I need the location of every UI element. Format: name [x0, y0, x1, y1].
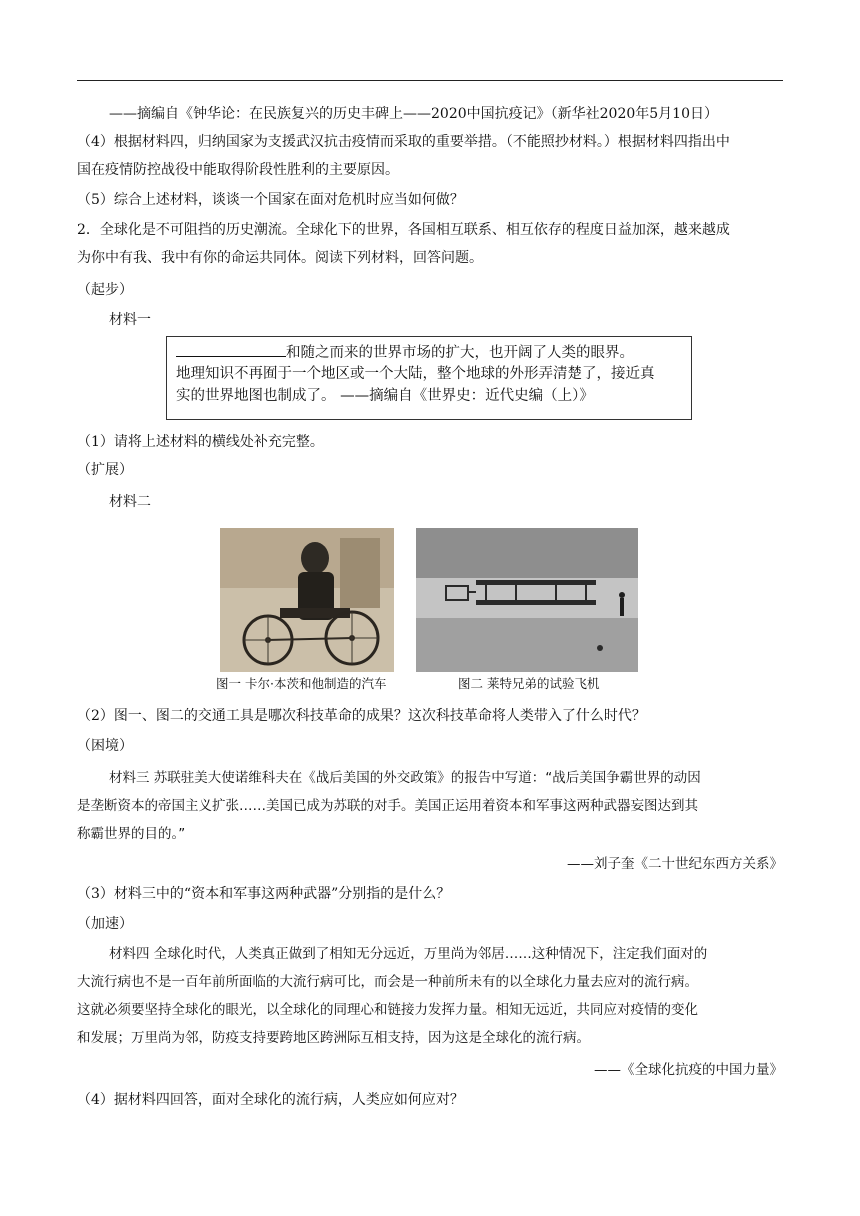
question-2-intro-cont: 为你中有我、我中有你的命运共同体。阅读下列材料，回答问题。 — [77, 250, 483, 266]
header-rule — [77, 80, 783, 81]
wright-airplane-photo — [416, 528, 638, 672]
material-3-line-3: 称霸世界的目的。” — [77, 826, 186, 842]
material-4-line-3: 这就必须要坚持全球化的眼光，以全球化的同理心和链接力发挥力量。相知无远近，共同应对疫情的变化 — [77, 1002, 698, 1018]
material-3-source: ——刘子奎《二十世纪东西方关系》 — [567, 856, 783, 872]
question-2-2: （2）图一、图二的交通工具是哪次科技革命的成果？这次科技革命将人类带入了什么时代？ — [77, 708, 646, 724]
section-label-kunjing: （困境） — [77, 738, 133, 754]
figure-1-caption: 图一 卡尔·本茨和他制造的汽车 — [216, 676, 387, 691]
material-1-label: 材料一 — [109, 312, 151, 328]
fill-in-blank — [176, 342, 286, 357]
benz-car-photo — [220, 528, 394, 672]
source-citation: ——摘编自《钟华论：在民族复兴的历史丰碑上——2020中国抗疫记》（新华社2020年5月10日） — [109, 106, 718, 122]
material-4-line-2: 大流行病也不是一百年前所面临的大流行病可比，而会是一种前所未有的以全球化力量去应对的流行病。 — [77, 974, 698, 990]
material-1-line-2: 地理知识不再囿于一个地区或一个大陆，整个地球的外形弄清楚了，接近真 — [176, 366, 655, 382]
material-2-label: 材料二 — [109, 494, 151, 510]
material-1-text-1: 和随之而来的世界市场的扩大，也开阔了人类的眼界。 — [286, 345, 634, 361]
material-3-line-1: 材料三 苏联驻美大使诺维科夫在《战后美国的外交政策》的报告中写道：“战后美国争霸世界的动因 — [109, 770, 701, 786]
question-1-4-cont: 国在疫情防控战役中能取得阶段性胜利的主要原因。 — [77, 162, 399, 178]
question-1-5: （5）综合上述材料，谈谈一个国家在面对危机时应当如何做？ — [77, 192, 464, 208]
material-4-line-1: 材料四 全球化时代，人类真正做到了相知无分远近，万里尚为邻居……这种情况下，注定我们面对的 — [109, 946, 708, 962]
material-3-line-2: 是垄断资本的帝国主义扩张……美国已成为苏联的对手。美国正运用着资本和军事这两种武器妄图达到其 — [77, 798, 698, 814]
figure-2-caption: 图二 莱特兄弟的试验飞机 — [458, 676, 600, 691]
question-2-4: （4）据材料四回答，面对全球化的流行病，人类应如何应对？ — [77, 1092, 464, 1108]
section-label-kuozhan: （扩展） — [77, 462, 133, 478]
section-label-jiasu: （加速） — [77, 916, 133, 932]
question-1-4: （4）根据材料四，归纳国家为支援武汉抗击疫情而采取的重要举措。（不能照抄材料。）根据材料四指出中 — [77, 134, 730, 150]
question-2-3: （3）材料三中的“资本和军事这两种武器”分别指的是什么？ — [77, 886, 451, 902]
section-label-qibu: （起步） — [77, 282, 133, 298]
material-1-line-1 — [176, 342, 686, 363]
question-2-intro: 2．全球化是不可阻挡的历史潮流。全球化下的世界，各国相互联系、相互依存的程度日益加深，越来越成 — [77, 222, 730, 238]
material-1-line-3: 实的世界地图也制成了。 ——摘编自《世界史：近代史编（上）》 — [176, 388, 594, 404]
question-2-1: （1）请将上述材料的横线处补充完整。 — [77, 434, 324, 450]
material-4-source: ——《全球化抗疫的中国力量》 — [594, 1062, 783, 1078]
material-4-line-4: 和发展；万里尚为邻，防疫支持要跨地区跨洲际互相支持，因为这是全球化的流行病。 — [77, 1030, 590, 1046]
